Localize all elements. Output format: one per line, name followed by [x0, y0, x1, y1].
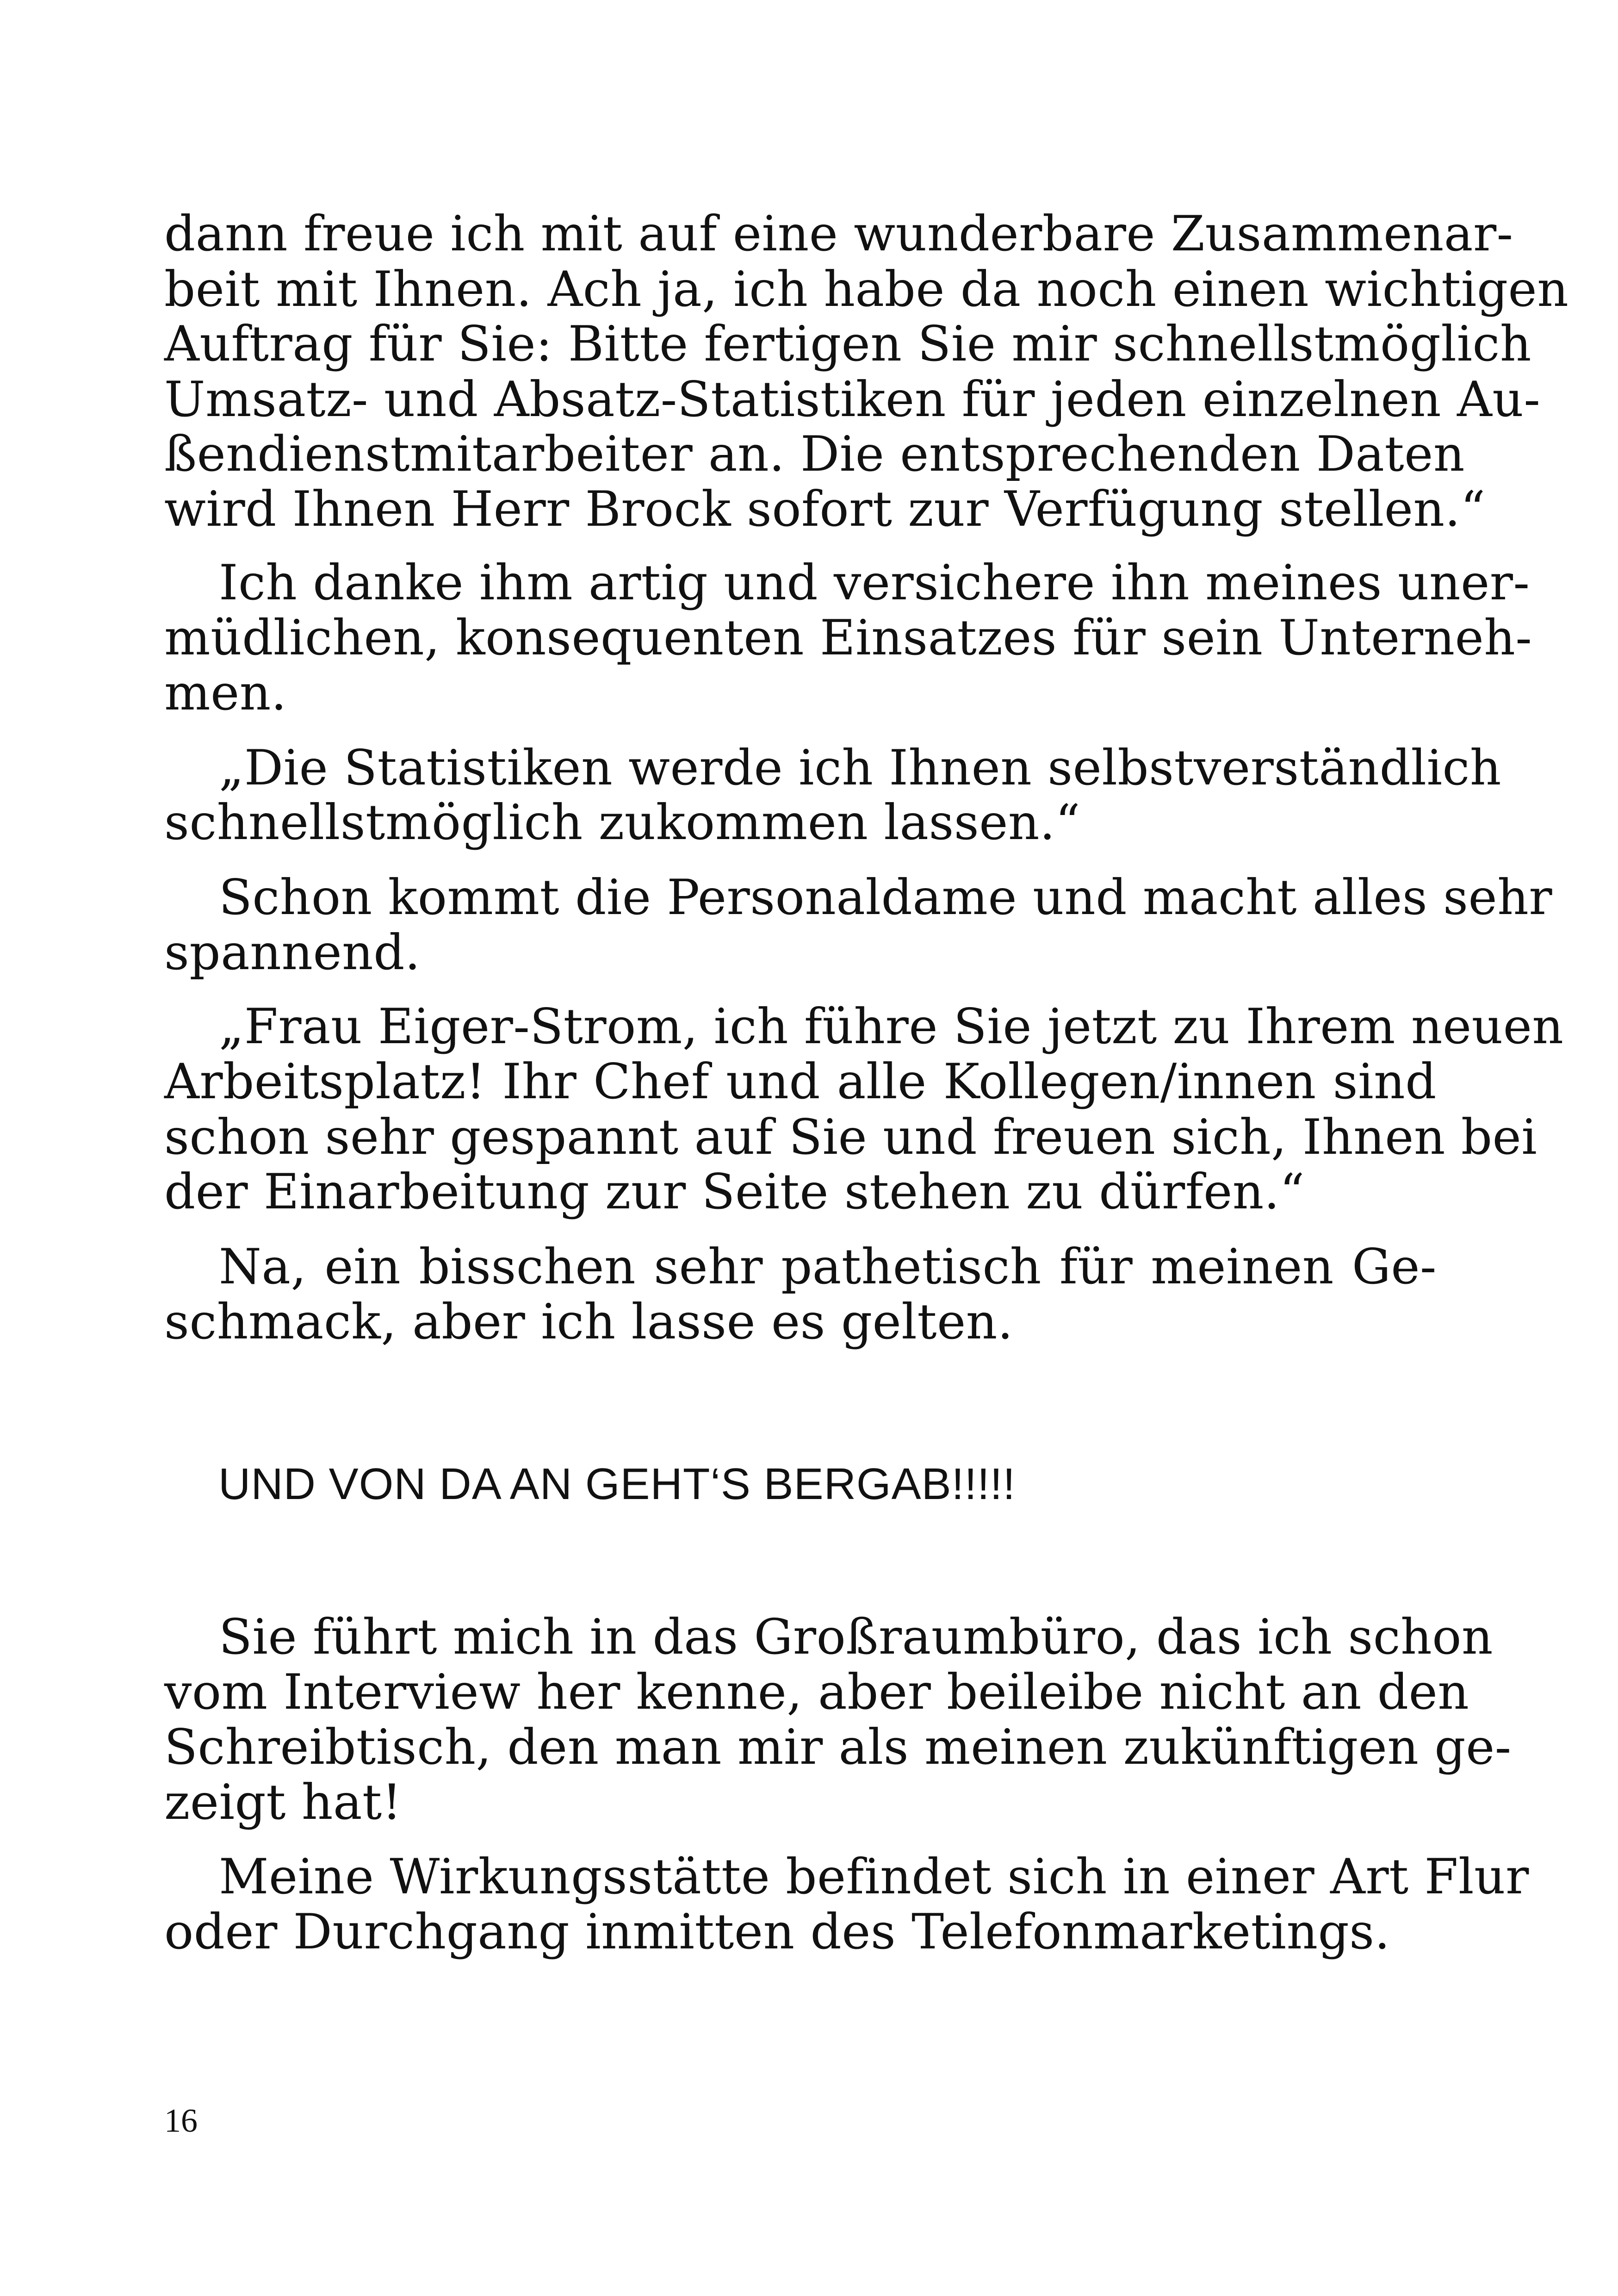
- section-heading: UND VON DA AN GEHT‘S BERGAB!!!!!: [218, 1459, 1016, 1509]
- text-line: Umsatz- und Absatz-Statistiken für jeden einzelnen Au-: [164, 371, 1541, 428]
- text-line: ßendienstmitarbeiter an. Die entsprechenden Daten: [164, 426, 1465, 482]
- text-line: oder Durchgang inmitten des Telefonmarketings.: [164, 1904, 1390, 1960]
- text-line: Sie führt mich in das Großraumbüro, das ich schon: [219, 1609, 1494, 1665]
- text-line: Auftrag für Sie: Bitte fertigen Sie mir schnellstmöglich: [164, 316, 1531, 372]
- text-line: der Einarbeitung zur Seite stehen zu dürfen.“: [164, 1164, 1305, 1220]
- text-line: schnellstmöglich zukommen lassen.“: [164, 794, 1081, 851]
- text-line: Schon kommt die Personaldame und macht alles sehr: [219, 869, 1553, 926]
- text-line: schmack, aber ich lasse es gelten.: [164, 1294, 1013, 1350]
- text-line: wird Ihnen Herr Brock sofort zur Verfügung stellen.“: [164, 481, 1486, 537]
- text-line: Meine Wirkungsstätte befindet sich in einer Art Flur: [219, 1848, 1529, 1905]
- text-line: müdlichen, konsequenten Einsatzes für sein Unterneh-: [164, 610, 1532, 666]
- text-line: Na, ein bisschen sehr pathetisch für meinen Ge-: [219, 1238, 1437, 1295]
- page-number: 16: [164, 2102, 198, 2139]
- text-line: zeigt hat!: [164, 1774, 402, 1830]
- text-line: schon sehr gespannt auf Sie und freuen sich, Ihnen bei: [164, 1109, 1537, 1165]
- text-line: men.: [164, 665, 287, 721]
- text-line: Schreibtisch, den man mir als meinen zukünftigen ge-: [164, 1719, 1512, 1775]
- text-line: vom Interview her kenne, aber beileibe nicht an den: [164, 1664, 1469, 1720]
- text-line: dann freue ich mit auf eine wunderbare Zusammenar-: [164, 205, 1513, 262]
- text-line: spannend.: [164, 924, 421, 981]
- text-line: Arbeitsplatz! Ihr Chef und alle Kollegen/innen sind: [164, 1053, 1437, 1110]
- text-line: „Frau Eiger-Strom, ich führe Sie jetzt zu Ihrem neuen: [219, 998, 1564, 1055]
- text-line: beit mit Ihnen. Ach ja, ich habe da noch einen wichtigen: [164, 261, 1569, 317]
- text-line: Ich danke ihm artig und versichere ihn meines uner-: [219, 554, 1530, 611]
- text-line: „Die Statistiken werde ich Ihnen selbstverständlich: [219, 740, 1501, 796]
